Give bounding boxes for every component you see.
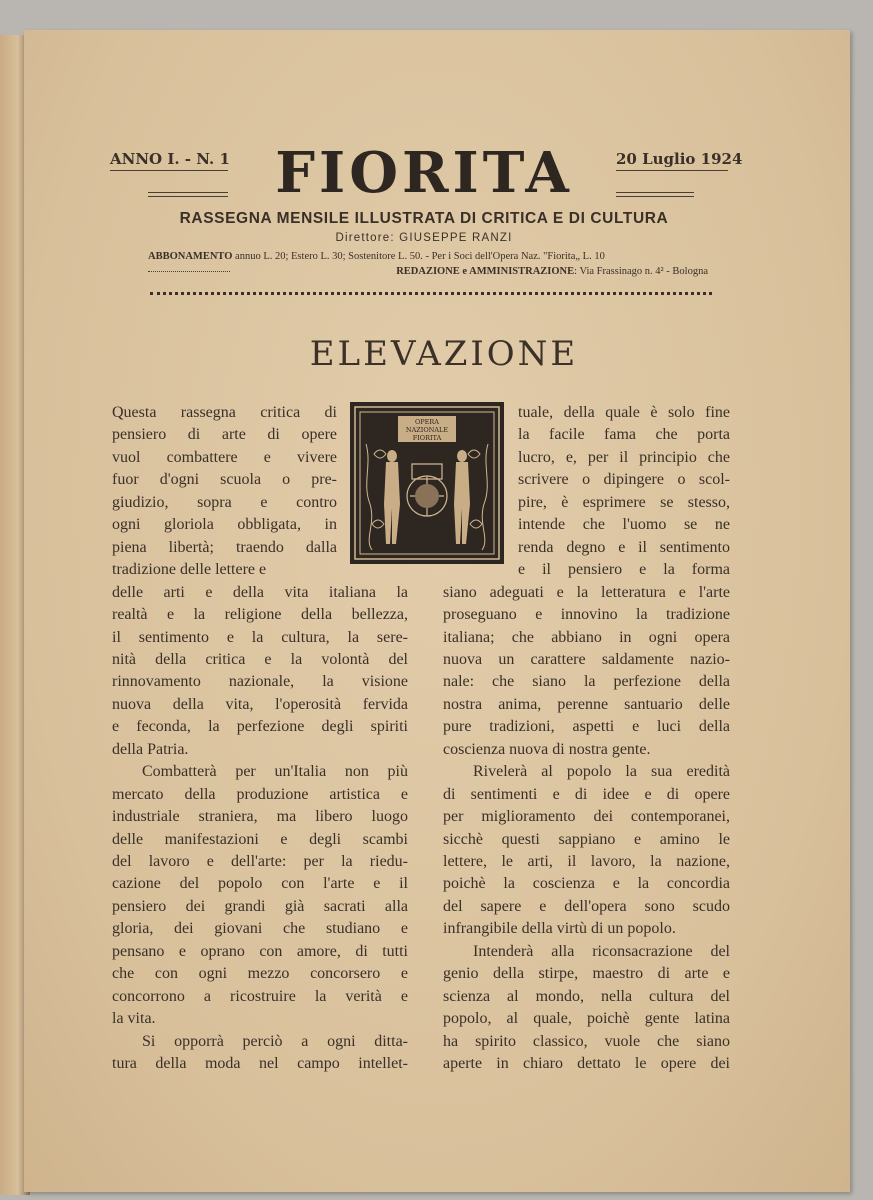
right_column-line: sicchè questi sappiano e amino le <box>443 830 730 848</box>
right_column-line: tuale, della quale è solo fine <box>518 404 730 421</box>
left_column-line: gloria, dei giovani che studiano e <box>112 920 408 938</box>
left_column-line: realtà e la religione della bellezza, <box>112 606 408 624</box>
right_column-line: aperte in chiaro dettato le opere dei <box>443 1055 730 1073</box>
emblem-illustration <box>352 404 502 562</box>
date-rule-double-bottom <box>616 196 694 197</box>
right_column-line: la facile fama che porta <box>518 426 730 444</box>
redazione-text: : Via Frassinago n. 4² - Bologna <box>574 266 708 277</box>
right_column-line: e il pensiero e la forma <box>518 561 730 579</box>
left_column-line: della Patria. <box>112 740 189 758</box>
right_column-line: del sapere e dell'opera sono scudo <box>443 897 730 915</box>
left_column-line: pensano e oprano con amore, di tutti <box>112 942 408 960</box>
subscription-text: annuo L. 20; Estero L. 30; Sostenitore L. 50. - Per i Soci dell'Opera Naz. "Fiorita„ L. 10 <box>235 251 605 262</box>
date-rule <box>616 170 728 171</box>
right_column-line: renda degno e il sentimento <box>518 538 730 556</box>
right_column-line: pire, è esprimere se stesso, <box>518 493 730 511</box>
emblem-text-line-2: NAZIONALE <box>405 426 449 434</box>
right_column-line: siano adeguati e la letteratura e l'arte <box>443 583 730 601</box>
left_column-line: concorrono a ricostruire la verità e <box>112 987 408 1005</box>
right_column-line: Rivelerà al popolo la sua eredità <box>473 763 730 781</box>
right_column-line: popolo, al quale, poichè gente latina <box>443 1010 730 1028</box>
left_column-line: pensiero di arte di opere <box>112 426 337 444</box>
left_column-line: mercato della produzione artistica e <box>112 785 408 803</box>
right_column-line: nuova un carattere saldamente nazio- <box>443 650 730 668</box>
left_column-line: che con ogni mezzo concorsero e <box>112 965 408 983</box>
left_column-line: rinnovamento nazionale, la visione <box>112 673 408 691</box>
right_column-line: per miglioramento dei contemporanei, <box>443 808 730 826</box>
newspaper-page <box>24 30 850 1192</box>
right_column-line: nostra anima, perenne santuario delle <box>443 695 730 713</box>
left_column-line: tura della moda nel campo intellet- <box>112 1055 408 1073</box>
left_column-line: piena libertà; traendo dalla <box>112 538 337 556</box>
issue-rule-double-top <box>148 192 228 193</box>
left_column-line: ogni gloriola obbligata, in <box>112 516 337 534</box>
issue-date: 20 Luglio 1924 <box>616 150 743 168</box>
left_column-line: del lavoro e dell'arte: per la riedu- <box>112 853 408 870</box>
issue-rule <box>110 170 228 171</box>
right_column-line: pure tradizioni, aspetti e luci della <box>443 718 730 736</box>
left_column-line: cazione del popolo con l'arte e il <box>112 875 408 893</box>
issue-number: ANNO I. - N. 1 <box>110 150 230 168</box>
left_column-line: e feconda, la perfezione degli spiriti <box>112 718 408 736</box>
right_column-line: coscienza nuova di nostra gente. <box>443 740 651 758</box>
left_column-line: nuova della vita, l'operosità fervida <box>112 695 408 713</box>
subscription-label: ABBONAMENTO <box>148 251 233 262</box>
director-line: Direttore: GIUSEPPE RANZI <box>335 232 513 244</box>
left_column-line: Si opporrà perciò a ogni ditta- <box>142 1032 408 1050</box>
masthead-title: FIORITA <box>275 140 573 206</box>
right_column-line: lucro, e, per il principio che <box>518 448 730 466</box>
emblem-text-line-3: FIORITA <box>412 434 442 442</box>
issue-number-block <box>110 150 230 168</box>
opera-nazionale-emblem <box>350 402 504 564</box>
left_column-line: giudizio, sopra e contro <box>112 493 337 511</box>
left_column-line: il sentimento e la cultura, la sere- <box>112 628 408 646</box>
right_column-line: intende che l'uomo se ne <box>518 516 730 534</box>
left_column-line: delle arti e della vita italiana la <box>112 583 408 601</box>
article-title: ELEVAZIONE <box>309 334 579 374</box>
right_column-line: poichè la coscienza e la concordia <box>443 875 730 893</box>
issue-rule-double-bottom <box>148 196 228 197</box>
left_column-line: tradizione delle lettere e <box>112 561 267 579</box>
right_column-line: italiana; che abbiano in ogni opera <box>443 628 730 646</box>
right_column-line: nale: che siano la perfezione della <box>443 673 730 691</box>
issue-date-block <box>616 150 742 168</box>
left_column-line: fuor d'ogni scuola o pre- <box>112 471 337 489</box>
left_column-line: la vita. <box>112 1010 156 1028</box>
subscription-line <box>148 251 708 262</box>
left_column-line: industriale straniera, ma libero luogo <box>112 808 408 826</box>
date-rule-double-top <box>616 192 694 193</box>
redazione-label: REDAZIONE e AMMINISTRAZIONE <box>396 266 575 277</box>
right_column-line: Intenderà alla riconsacrazione del <box>473 942 730 960</box>
right_column-line: proseguano e innovino la tradizione <box>443 606 730 624</box>
right_column-line: ha spirito classico, vuole che siano <box>443 1032 730 1050</box>
right_column-line: scrivere o dipingere o scol- <box>518 471 730 489</box>
right_column-line: infrangibile della virtù di un popolo. <box>443 920 676 938</box>
right_column-line: scienza al mondo, nella cultura del <box>443 987 730 1005</box>
left_column-line: nità della critica e la volontà del <box>112 650 408 668</box>
emblem-text-line-1: OPERA <box>414 418 440 426</box>
left_column-line: Questa rassegna critica di <box>112 404 337 421</box>
left_column-line: pensiero dei grandi già sacrati alla <box>112 897 408 915</box>
left_column-line: Combatterà per un'Italia non più <box>142 763 408 781</box>
left_column-line: delle manifestazioni e degli scambi <box>112 830 408 848</box>
left_column-line: vuol combattere e vivere <box>112 448 337 466</box>
right_column-line: genio della stirpe, maestro di arte e <box>443 965 730 983</box>
header-dotted-divider <box>150 292 712 299</box>
right_column-line: lettere, le arti, il lavoro, la nazione, <box>443 853 730 870</box>
right_column-line: di sentimenti e di idee e di opere <box>443 785 730 803</box>
redazione-line <box>148 266 708 277</box>
masthead-subtitle: RASSEGNA MENSILE ILLUSTRATA DI CRITICA E DI CULTURA <box>179 210 669 227</box>
